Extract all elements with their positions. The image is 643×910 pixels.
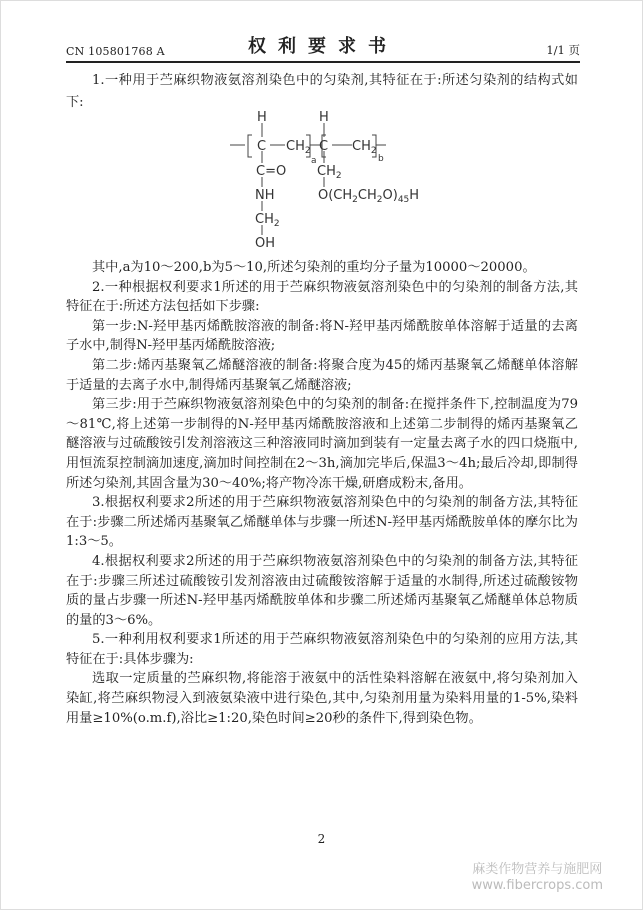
- text-line: 1:3～5。: [66, 534, 122, 550]
- text-line: 3.根据权利要求2所述的用于苎麻织物液氨溶剂染色中的匀染剂的制备方法,其特征: [92, 495, 578, 511]
- page-info: 1/1 页: [546, 43, 580, 57]
- subscript-b: b: [378, 154, 384, 164]
- claim-paragraph: [66, 317, 578, 356]
- text-line: 于适量的去离子水中,制得烯丙基聚氧乙烯醚溶液;: [66, 377, 352, 393]
- subscript-a: a: [311, 156, 317, 166]
- group-nh: NH: [255, 188, 275, 203]
- text-line: 选取一定质量的苎麻织物,将能溶于液氨中的活性染料溶解在液氨中,将匀染剂加入: [92, 671, 578, 687]
- text-line: 特征在于:所述方法包括如下步骤:: [66, 299, 260, 315]
- text-line: 用量≥10%(o.m.f),浴比≥1:20,染色时间≥20秒的条件下,得到染色物。: [66, 710, 482, 726]
- text-line: 第一步:N-羟甲基丙烯酰胺溶液的制备:将N-羟甲基丙烯酰胺单体溶解于适量的去离: [92, 318, 578, 334]
- claim-paragraph: [66, 493, 578, 552]
- text-line: 染缸,将苎麻织物浸入到液氨染液中进行染色,其中,匀染剂用量为染料用量的1-5%,染料: [66, 691, 578, 707]
- claim-paragraph: [66, 356, 578, 395]
- text-line: 特征在于:具体步骤为:: [66, 651, 194, 667]
- document-number: CN 105801768 A: [66, 45, 165, 58]
- text-line: 所述匀染剂,其固含量为30～40%;将产物冷冻干燥,研磨成粉末,备用。: [66, 475, 472, 491]
- atom-h: H: [319, 110, 329, 125]
- text-line: 1.一种用于苎麻织物液氨溶剂染色中的匀染剂,其特征在于:所述匀染剂的结构式如: [92, 73, 578, 88]
- text-line: 的量的3～6%。: [66, 612, 162, 628]
- text-line: 在于:步骤二所述烯丙基聚氧乙烯醚单体与步骤一所述N-羟甲基丙烯酰胺单体的摩尔比为: [66, 514, 578, 530]
- text-line: ～81℃,将上述第一步制得的N-羟甲基丙烯酰胺溶液和上述第二步制得的烯丙基聚氧乙: [66, 416, 578, 432]
- claim-paragraph: [66, 669, 578, 728]
- group-ch2: $CH_2$: [286, 139, 311, 156]
- text-line: 2.一种根据权利要求1所述的用于苎麻织物液氨溶剂染色中的匀染剂的制备方法,其: [92, 279, 578, 295]
- text-line: 第三步:用于苎麻织物液氨溶剂染色中的匀染剂的制备:在搅拌条件下,控制温度为79: [92, 397, 578, 413]
- claim-paragraph: [66, 552, 578, 630]
- text-line: 子水中,制得N-羟甲基丙烯酰胺溶液;: [66, 338, 276, 354]
- text-line: 在于:步骤三所述过硫酸铵引发剂溶液由过硫酸铵溶解于适量的水制得,所述过硫酸铵物: [66, 573, 578, 589]
- group-oh: OH: [255, 236, 276, 251]
- atom-c: C: [319, 139, 329, 154]
- claim-paragraph: [66, 278, 578, 317]
- page-header: [66, 38, 580, 58]
- page-title: 权利要求书: [248, 36, 398, 57]
- header-rule: [66, 61, 580, 63]
- atom-c: C: [257, 139, 267, 154]
- claims-body: [66, 258, 578, 728]
- group-ch2: $CH_2$: [317, 164, 342, 181]
- text-line: 质的量占步骤一所述N-羟甲基丙烯酰胺单体和步骤二所述烯丙基聚氧乙烯醚单体总物质: [66, 593, 578, 609]
- claim-paragraph: [66, 395, 578, 493]
- text-line: 醚溶液与过硫酸铵引发剂溶液这三种溶液同时滴加到装有一定量去离子水的四口烧瓶中,: [66, 436, 578, 452]
- page-number: 2: [317, 832, 326, 846]
- text-line: 其中,a为10～200,b为5～10,所述匀染剂的重均分子量为10000～20000。: [92, 260, 536, 275]
- chemical-structure: [200, 105, 520, 260]
- text-line: 下:: [66, 95, 84, 110]
- atom-h: H: [257, 110, 267, 125]
- watermark-name: 麻类作物营养与施肥网: [472, 862, 603, 877]
- watermark: [472, 862, 603, 894]
- watermark-url: www.fibercrops.com: [471, 878, 603, 893]
- claim-paragraph: [66, 258, 578, 278]
- text-line: 4.根据权利要求2所述的用于苎麻织物液氨溶剂染色中的匀染剂的制备方法,其特征: [92, 553, 578, 569]
- text-line: 5.一种利用权利要求1所述的用于苎麻织物液氨溶剂染色中的匀染剂的应用方法,其: [92, 632, 578, 648]
- group-carbonyl: C=O: [256, 164, 287, 179]
- group-ch2: $CH_2$: [255, 212, 280, 229]
- text-line: 用恒流泵控制滴加速度,滴加时间控制在2～3h,滴加完毕后,保温3～4h;最后冷却,即制得: [66, 455, 578, 471]
- group-peg: $O(CH_2CH_2O)_{45}H$: [318, 188, 420, 205]
- claim-paragraph: [66, 630, 578, 669]
- text-line: 第二步:烯丙基聚氧乙烯醚溶液的制备:将聚合度为45的烯丙基聚氧乙烯醚单体溶解: [92, 357, 578, 373]
- group-ch2: $CH_2$: [352, 139, 377, 156]
